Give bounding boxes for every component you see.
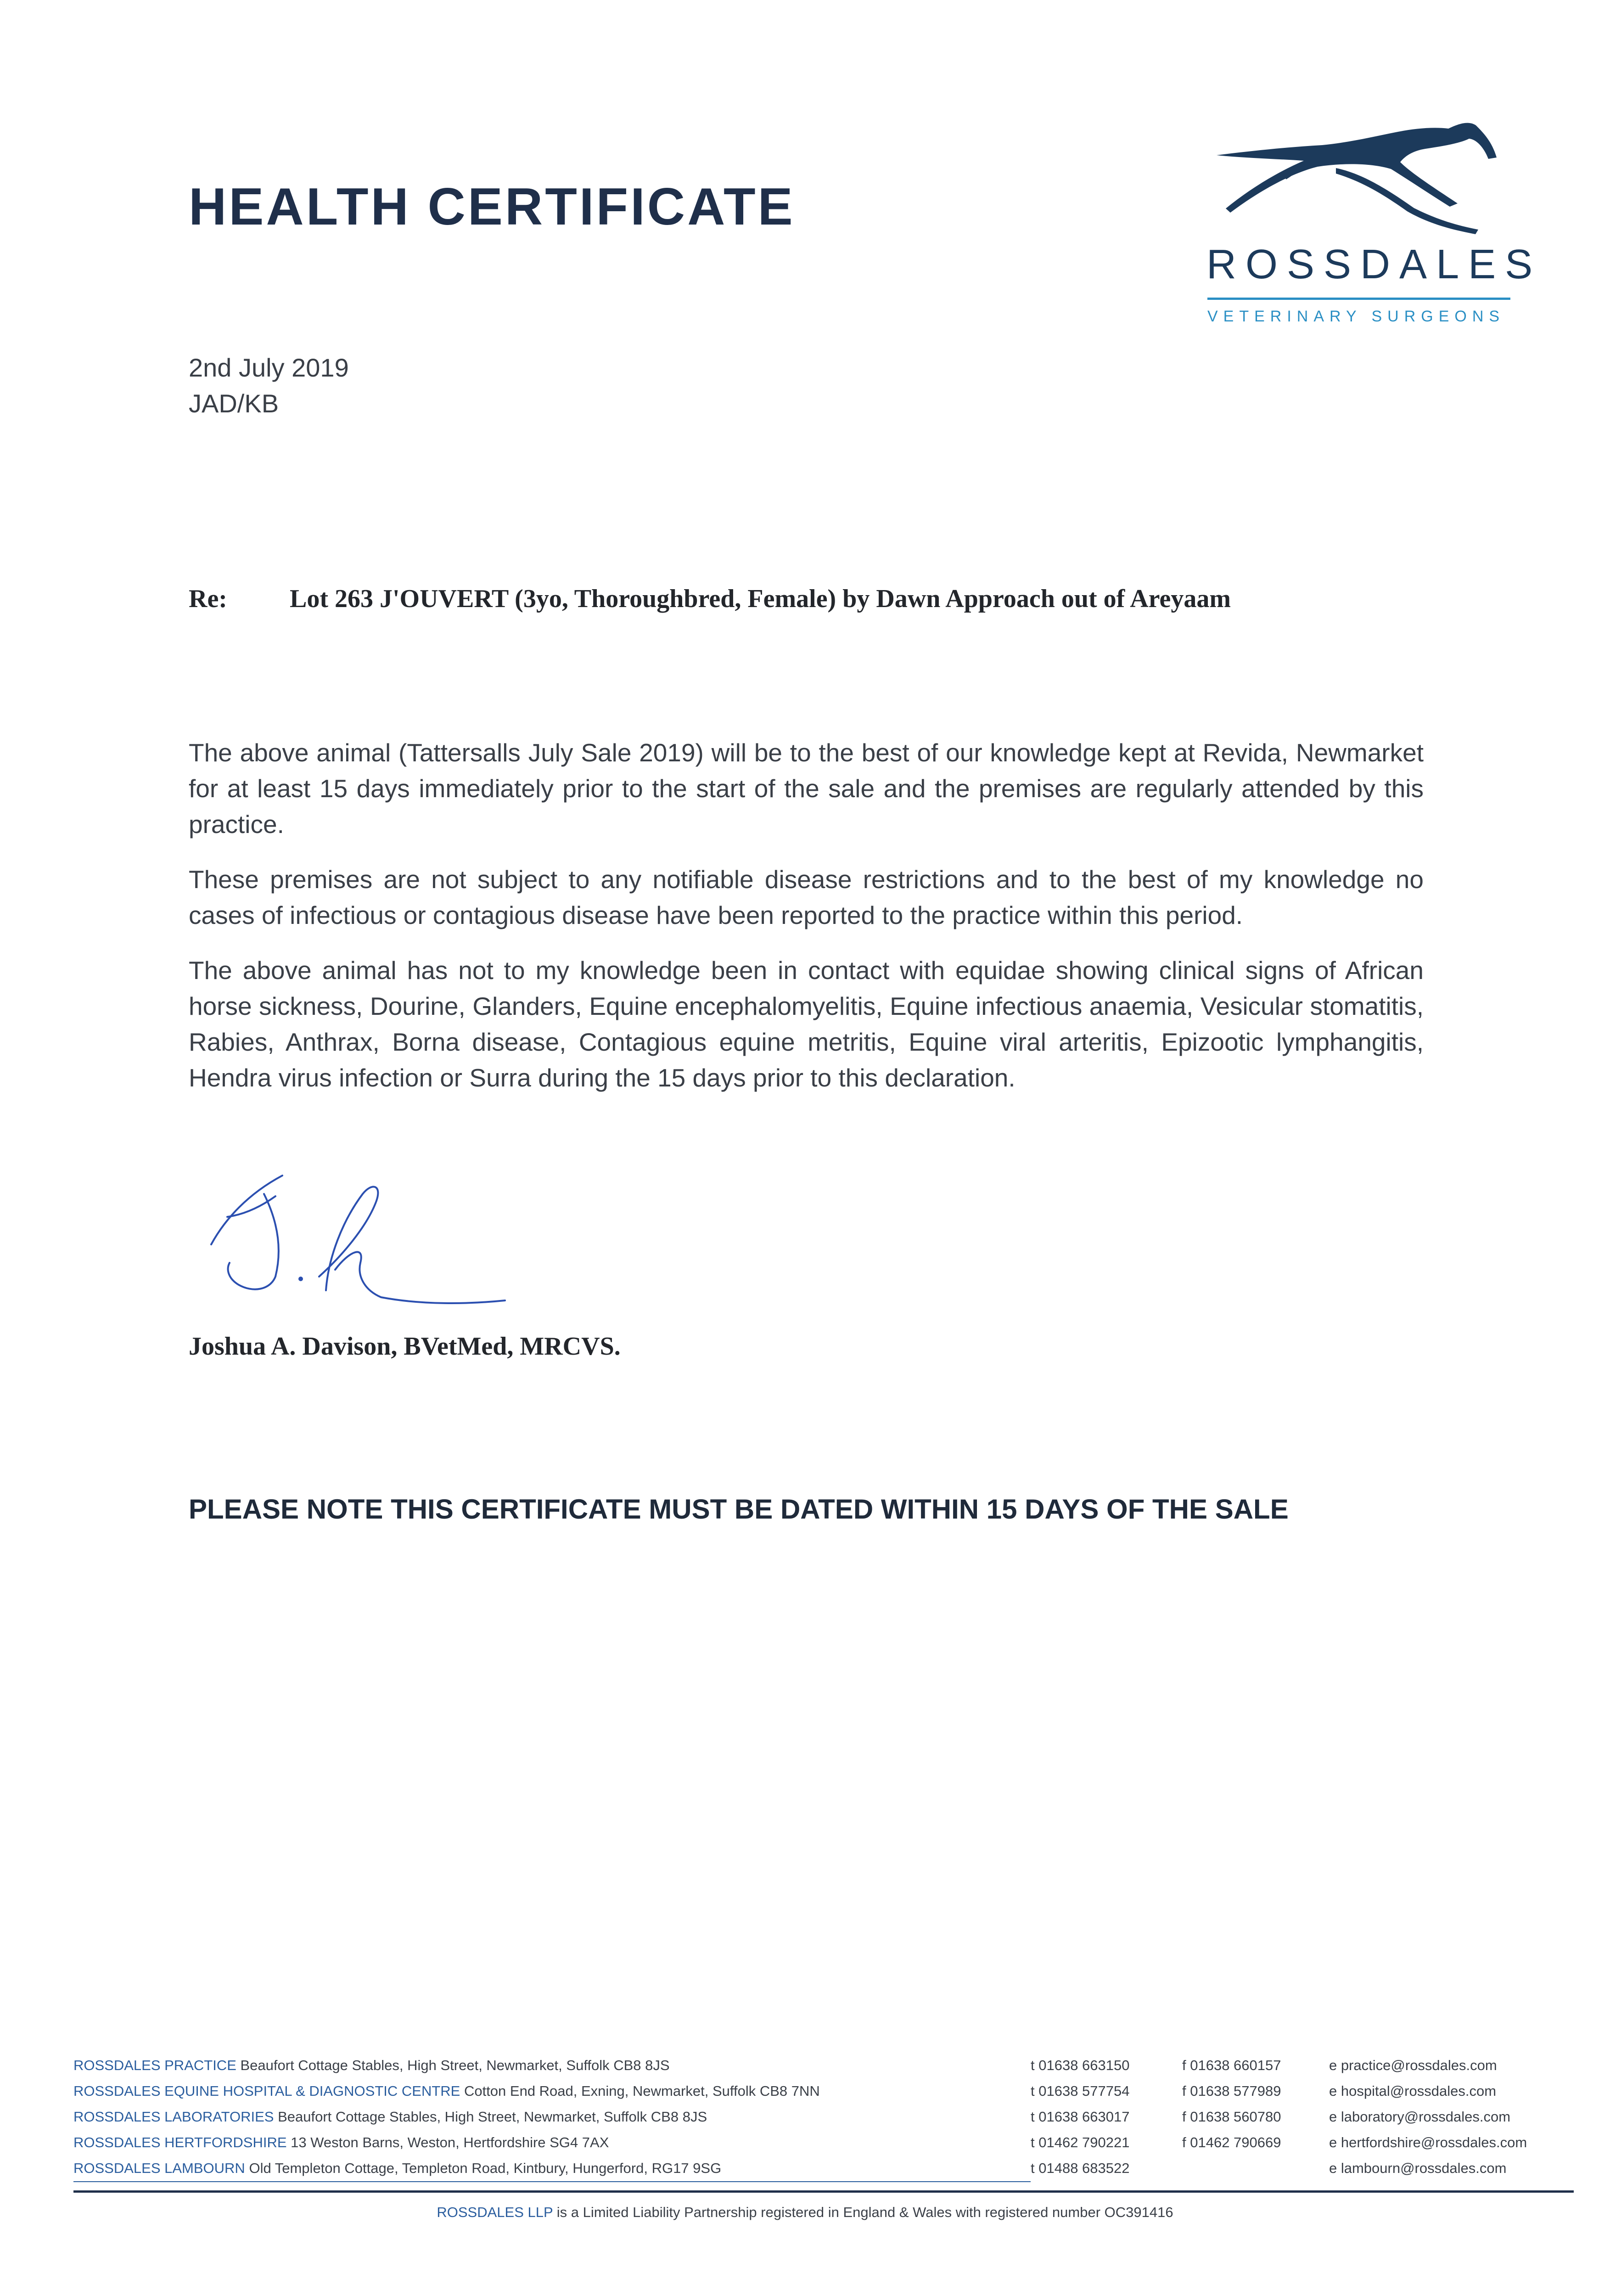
rossdales-horse-logo-icon: [1198, 105, 1515, 252]
certificate-body: [189, 735, 1424, 1115]
location-email: e practice@rossdales.com: [1329, 2057, 1497, 2073]
footer-row: [73, 2104, 1563, 2130]
re-label: Re:: [189, 585, 227, 613]
location-email: e hertfordshire@rossdales.com: [1329, 2134, 1527, 2150]
footer-divider: [73, 2190, 1574, 2193]
location-address: Beaufort Cottage Stables, High Street, Newmarket, Suffolk CB8 8JS: [278, 2109, 707, 2125]
footer-address-cell: [73, 2104, 1031, 2130]
location-fax: f 01462 790669: [1182, 2134, 1281, 2150]
location-address: 13 Weston Barns, Weston, Hertfordshire SG4 7AX: [291, 2134, 609, 2150]
location-address: Cotton End Road, Exning, Newmarket, Suffolk CB8 7NN: [464, 2083, 820, 2099]
location-tel: t 01638 663150: [1031, 2057, 1130, 2073]
signatory-name: Joshua A. Davison, BVetMed, MRCVS.: [189, 1332, 621, 1361]
location-name: ROSSDALES HERTFORDSHIRE: [73, 2134, 287, 2150]
legal-entity-text: is a Limited Liability Partnership registered in England & Wales with registered number OC391416: [556, 2204, 1173, 2220]
location-name: ROSSDALES LAMBOURN: [73, 2160, 245, 2176]
footer-row: [73, 2078, 1563, 2104]
footer-row: [73, 2130, 1563, 2155]
location-fax: f 01638 560780: [1182, 2109, 1281, 2125]
brand-name: ROSSDALES: [1206, 242, 1542, 287]
location-name: ROSSDALES LABORATORIES: [73, 2109, 274, 2125]
location-tel: t 01638 577754: [1031, 2083, 1130, 2099]
re-subject: Lot 263 J'OUVERT (3yo, Thoroughbred, Female) by Dawn Approach out of Areyaam: [290, 585, 1231, 613]
handwritten-signature: [184, 1139, 523, 1332]
footer-address-cell: [73, 2130, 1031, 2155]
location-tel: t 01488 683522: [1031, 2160, 1130, 2176]
dating-notice: PLEASE NOTE THIS CERTIFICATE MUST BE DATED WITHIN 15 DAYS OF THE SALE: [189, 1494, 1289, 1525]
location-email: e laboratory@rossdales.com: [1329, 2109, 1511, 2125]
footer-legal-notice: [0, 2204, 1610, 2221]
location-fax: [1182, 2155, 1329, 2182]
brand-divider: [1207, 298, 1510, 300]
body-paragraph: The above animal (Tattersalls July Sale 2019) will be to the best of our knowledge kept at Revida, Newmarket for at least 15 days immediately prior to the start of the sale and the premises are regularly attended by this practice.: [189, 738, 1424, 838]
footer-row: [73, 2053, 1563, 2078]
legal-entity-name: ROSSDALES LLP: [437, 2204, 553, 2220]
letter-date: 2nd July 2019: [189, 353, 349, 382]
footer-address-cell: [73, 2053, 1031, 2078]
location-name: ROSSDALES PRACTICE: [73, 2057, 236, 2073]
location-tel: t 01462 790221: [1031, 2134, 1130, 2150]
location-email: e lambourn@rossdales.com: [1329, 2160, 1507, 2176]
location-address: Old Templeton Cottage, Templeton Road, Kintbury, Hungerford, RG17 9SG: [249, 2160, 722, 2176]
body-paragraph: The above animal has not to my knowledge been in contact with equidae showing clinical signs of African horse sickness, Dourine, Glanders, Equine encephalomyelitis, Equine infectious anaemia, Vesicular stomatitis, Rabies, Anthrax, Borna disease, Contagious equine metritis, Equine viral arteritis, Epizootic lymphangitis, Hendra virus infection or Surra during the 15 days prior to this declaration.: [189, 956, 1424, 1092]
location-email: e hospital@rossdales.com: [1329, 2083, 1497, 2099]
location-address: Beaufort Cottage Stables, High Street, Newmarket, Suffolk CB8 8JS: [240, 2057, 670, 2073]
certificate-title: HEALTH CERTIFICATE: [189, 178, 795, 236]
footer-address-cell: [73, 2078, 1031, 2104]
location-name: ROSSDALES EQUINE HOSPITAL & DIAGNOSTIC CENTRE: [73, 2083, 460, 2099]
footer-row: [73, 2155, 1563, 2182]
body-paragraph: These premises are not subject to any notifiable disease restrictions and to the best of my knowledge no cases of infectious or contagious disease have been reported to the practice within this period.: [189, 865, 1424, 929]
letter-meta: [189, 350, 349, 422]
footer-locations: [73, 2053, 1563, 2182]
footer-address-cell: [73, 2155, 1031, 2182]
location-fax: f 01638 577989: [1182, 2083, 1281, 2099]
letter-reference: JAD/KB: [189, 389, 279, 418]
location-fax: f 01638 660157: [1182, 2057, 1281, 2073]
location-tel: t 01638 663017: [1031, 2109, 1130, 2125]
brand-subtitle: VETERINARY SURGEONS: [1207, 308, 1505, 325]
